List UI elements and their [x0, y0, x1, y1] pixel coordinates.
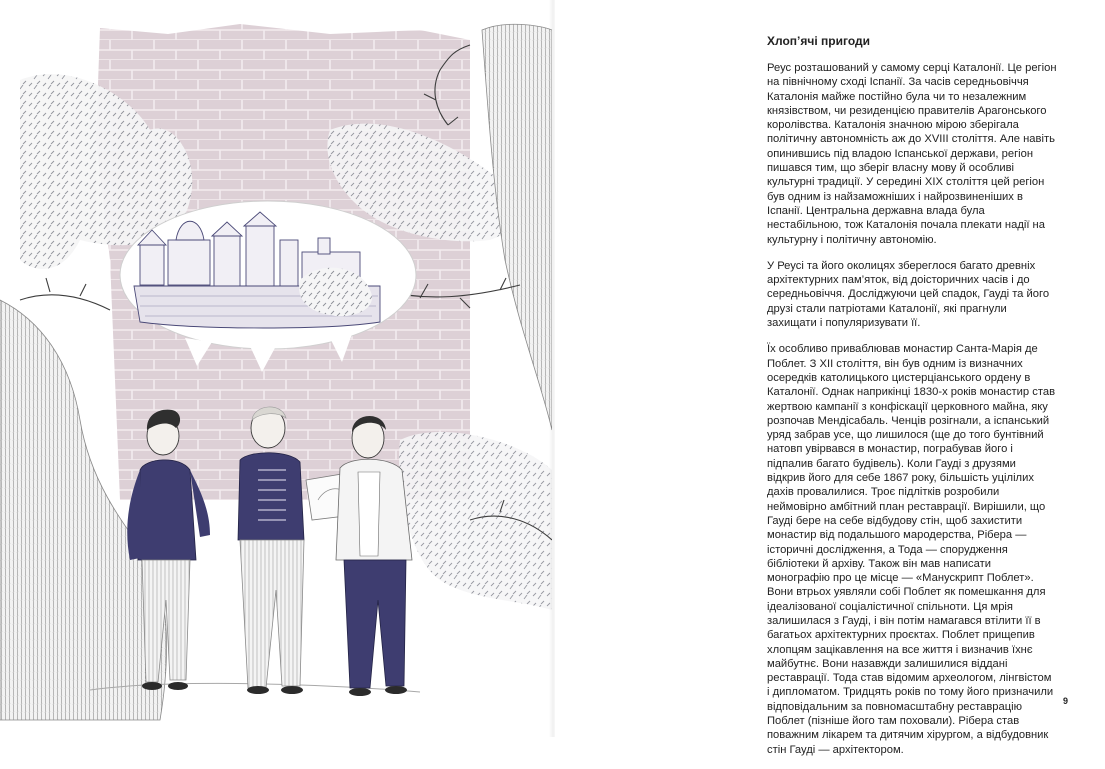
- text-page: [555, 0, 1105, 756]
- illustration: [0, 0, 552, 737]
- paragraph-2: У Реусі та його околицях збереглося багато древніх архітектурних пам’яток, від доісторичних часів і до середньовіччя. Досліджуючи цей спадок, Гауді та його друзі стали патріотами Каталонії, які прагнули захищати і популяризувати її.: [767, 259, 1050, 330]
- lower-right-foliage: [399, 432, 552, 610]
- text-column: [767, 34, 1057, 769]
- chapter-heading: Хлоп’ячі пригоди: [767, 34, 870, 48]
- page-number: 9: [1063, 696, 1069, 706]
- paragraph-3: Їх особливо приваблював монастир Санта-Марія де Поблет. З XII століття, він був одним із визначних осередків католицького цистерціанського ордену в Каталонії. Однак наприкінці 1830-х років монастир став жертвою кампанії з конфіскації церковного майна, яку розпочав Мендісабаль. Ченців розігнали, а іспанський уряд забрав усе, що лишилося (ще до того бунтівний натовп увірвався в монастир, пограбував його і підпалив багато будівель). Коли Гауді з друзями відкрив його для себе 1867 року, більшість уцілілих дахів провалилися. Троє підлітків розробили неймовірно амбітний план реставрації. Вирішили, що Гауді бере на себе відбудову стін, щоб захистити монастир від подальшого мародерства, Рібера — історичні дослідження, а Тода — спорудження бібліотеки й архіву. Також він мав написати монографію про це місце — «Манускрипт Поблет». Вони втрьох уявляли собі Поблет як помешкання для ідеалізованої соціалістичної спільноти. Ця мрія залишилася з Гауді, і він потім намагався втілити її в багатьох архітектурних проєктах. Поблет прищепив хлопцям зацікавлення на все життя і визначив їхнє майбутнє. Вони назавжди залишилися віддані реставрації. Тода став відомим археологом, лінгвістом і дипломатом. Тридцять років по тому його призначили відповідальним за повномасштабну реставрацію Поблет (пізніше його там поховали). Рібера став поважним лікарем та дитячим хірургом, а відбудовник стін Гауді — архітектором.: [767, 343, 1056, 756]
- paragraph-1: Реус розташований у самому серці Каталонії. Це регіон на північному сході Іспанії. За часів середньовіччя Каталонія майже постійно була чи то незалежним князівством, чи резиденцією правителів Арагонського королівства. Каталонія значною мірою зберігала політичну автономність аж до XVIII століття. Але навіть опинившись під владою Іспанської держави, регіон пишався тим, що зберіг власну мову й особливі культурні традиції. У середині XIX століття цей регіон був одним із найзаможніших і найрозвиненіших в Іспанії. Центральна державна влада була нестабільною, тож Каталонія почала плекати надії на культурну і політичну автономію.: [767, 62, 1057, 246]
- illustration-page: [0, 0, 552, 737]
